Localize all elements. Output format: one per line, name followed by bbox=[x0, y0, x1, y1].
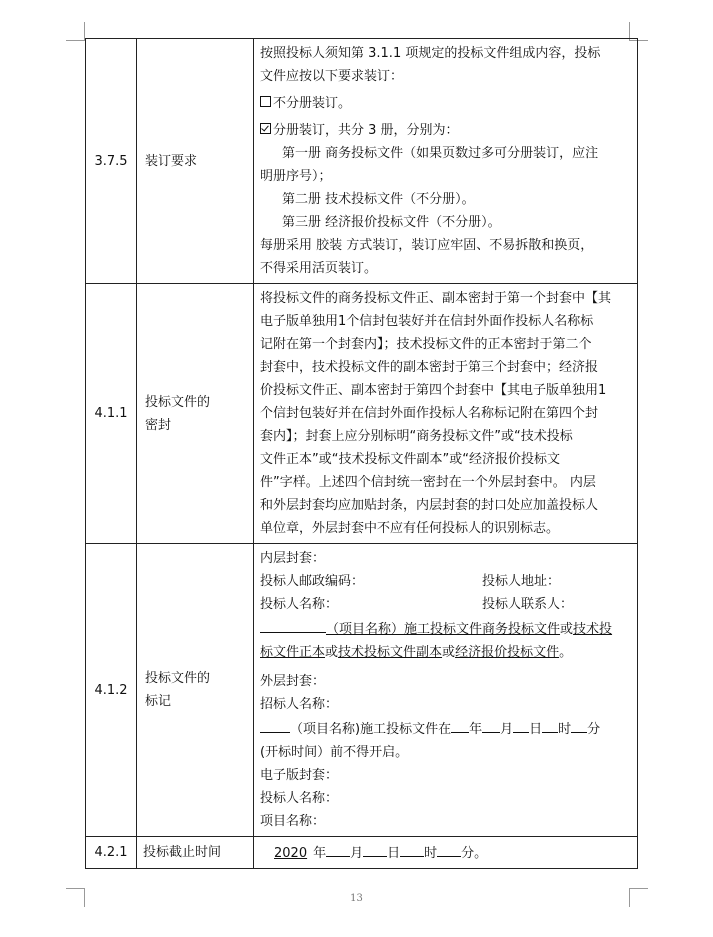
address-label: 投标人地址： bbox=[482, 574, 561, 589]
clause-number: 3.7.5 bbox=[86, 39, 137, 284]
clause-content bbox=[254, 39, 638, 284]
text-line bbox=[260, 593, 631, 616]
table-row bbox=[86, 544, 638, 837]
tech-copy-doc: 技术投标文件副本 bbox=[338, 645, 443, 660]
text-line: 封套中，技术投标文件的副本密封于第三个封套中；经济报 bbox=[260, 360, 599, 375]
text-line: 个信封包装好并在信封外面作投标人名称标记附在第四个封 bbox=[260, 406, 599, 421]
text-line bbox=[260, 616, 631, 641]
year-unit: 年 bbox=[469, 722, 483, 737]
month-unit: 月 bbox=[350, 846, 364, 861]
period: 。 bbox=[559, 645, 573, 660]
title-line: 投标文件的 bbox=[145, 394, 211, 410]
blank-field bbox=[513, 716, 529, 733]
tech-doc: 技术投 bbox=[573, 622, 613, 637]
minute-unit: 分 bbox=[587, 722, 601, 737]
text-line bbox=[260, 641, 631, 664]
clause-number: 4.2.1 bbox=[86, 837, 137, 869]
text-line: 不得采用活页装订。 bbox=[260, 261, 378, 276]
deadline-line bbox=[264, 840, 631, 865]
checkbox-checked-icon bbox=[260, 123, 271, 134]
checkbox-unchecked-icon bbox=[260, 96, 271, 107]
text-line: 价投标文件正、副本密封于第四个封套中【其电子版单独用1 bbox=[260, 383, 607, 398]
clause-content bbox=[254, 284, 638, 544]
clause-title bbox=[137, 544, 254, 837]
clause-content bbox=[254, 544, 638, 837]
inner-envelope-heading: 内层封套： bbox=[260, 551, 326, 566]
blank-field bbox=[451, 716, 469, 733]
blank-field bbox=[326, 840, 350, 857]
text-line: 和外层封套均应加贴封条，内层封套的封口处应加盖投标人 bbox=[260, 498, 599, 513]
blank-field bbox=[363, 840, 387, 857]
deadline-year-value: 2020 bbox=[274, 846, 308, 861]
hour-unit: 时 bbox=[424, 846, 438, 861]
option-multi-volume bbox=[260, 119, 631, 142]
crop-mark-top-left bbox=[66, 22, 85, 41]
text-line: 每册采用 胶装 方式装订，装订应牢固、不易拆散和换页， bbox=[260, 238, 594, 253]
text-line: 第二册 技术投标文件（不分册）。 bbox=[282, 192, 475, 207]
text-line: 按照投标人须知第 3.1.1 项规定的投标文件组成内容，投标 bbox=[260, 46, 601, 61]
tenderer-name-label: 招标人名称： bbox=[260, 697, 339, 712]
text-line: 第三册 经济报价投标文件（不分册）。 bbox=[282, 215, 501, 230]
bidder-name-label: 投标人名称： bbox=[260, 597, 339, 612]
option-label: 分册装订，共分 3 册，分别为： bbox=[273, 123, 459, 138]
text-line: 明册序号）； bbox=[260, 169, 332, 184]
outer-project-text: （项目名称)施工投标文件在 bbox=[290, 722, 452, 737]
bid-requirements-table bbox=[85, 38, 638, 869]
economic-doc: 经济报价投标文件 bbox=[455, 645, 560, 660]
blank-field bbox=[260, 716, 290, 733]
electronic-envelope-heading: 电子版封套： bbox=[260, 768, 339, 783]
month-unit: 月 bbox=[500, 722, 514, 737]
text-line bbox=[260, 570, 631, 593]
text-line: 将投标文件的商务投标文件正、副本密封于第一个封套中【其 bbox=[260, 291, 612, 306]
open-note: (开标时间）前不得开启。 bbox=[260, 745, 409, 760]
text-line: 文件应按以下要求装订： bbox=[260, 69, 404, 84]
text-line: 文件正本”或“技术投标文件副本”或“经济报价投标文 bbox=[260, 452, 560, 467]
day-unit: 日 bbox=[387, 846, 401, 861]
blank-field bbox=[571, 716, 587, 733]
blank-field bbox=[437, 840, 461, 857]
option-single-volume bbox=[260, 92, 631, 115]
day-unit: 日 bbox=[529, 722, 543, 737]
blank-field bbox=[400, 840, 424, 857]
title-line: 密封 bbox=[145, 417, 172, 433]
or-text: 或 bbox=[442, 645, 456, 660]
text-line bbox=[260, 716, 631, 741]
page-number: 13 bbox=[350, 893, 363, 904]
or-text: 或 bbox=[325, 645, 339, 660]
clause-title: 装订要求 bbox=[137, 39, 254, 284]
clause-title: 投标截止时间 bbox=[137, 837, 254, 869]
hour-unit: 时 bbox=[558, 722, 572, 737]
text-line: 第一册 商务投标文件（如果页数过多可分册装订，应注 bbox=[282, 146, 599, 161]
option-label: 不分册装订。 bbox=[273, 96, 352, 111]
clause-title bbox=[137, 284, 254, 544]
blank-field bbox=[260, 616, 326, 633]
contact-label: 投标人联系人： bbox=[482, 597, 574, 612]
text-line: 套内】；封套上应分别标明“商务投标文件”或“技术投标 bbox=[260, 429, 573, 444]
minute-unit: 分。 bbox=[461, 846, 488, 861]
table-row bbox=[86, 284, 638, 544]
text-line: 件”字样。上述四个信封统一密封在一个外层封套中。 内层 bbox=[260, 475, 596, 490]
text-line: 记附在第一个封套内】；技术投标文件的正本密封于第二个 bbox=[260, 337, 592, 352]
text-line: 单位章，外层封套中不应有任何投标人的识别标志。 bbox=[260, 521, 560, 536]
table-row bbox=[86, 39, 638, 284]
clause-number: 4.1.1 bbox=[86, 284, 137, 544]
table-row bbox=[86, 837, 638, 869]
or-text: 或 bbox=[560, 622, 574, 637]
e-project-label: 项目名称： bbox=[260, 814, 326, 829]
outer-envelope-heading: 外层封套： bbox=[260, 674, 326, 689]
title-line: 标记 bbox=[145, 694, 172, 709]
tech-original-doc: 标文件正本 bbox=[260, 645, 326, 660]
clause-number: 4.1.2 bbox=[86, 544, 137, 837]
title-line: 投标文件的 bbox=[145, 671, 211, 686]
blank-field bbox=[542, 716, 558, 733]
clause-content bbox=[254, 837, 638, 869]
postcode-label: 投标人邮政编码： bbox=[260, 574, 365, 589]
project-note: （项目名称）施工投标文件 bbox=[326, 622, 483, 637]
commercial-doc: 商务投标文件 bbox=[482, 622, 561, 637]
e-bidder-label: 投标人名称： bbox=[260, 791, 339, 806]
blank-field bbox=[482, 716, 500, 733]
text-line: 电子版单独用1个信封包装好并在信封外面作投标人名称标 bbox=[260, 314, 594, 329]
year-unit: 年 bbox=[313, 846, 327, 861]
